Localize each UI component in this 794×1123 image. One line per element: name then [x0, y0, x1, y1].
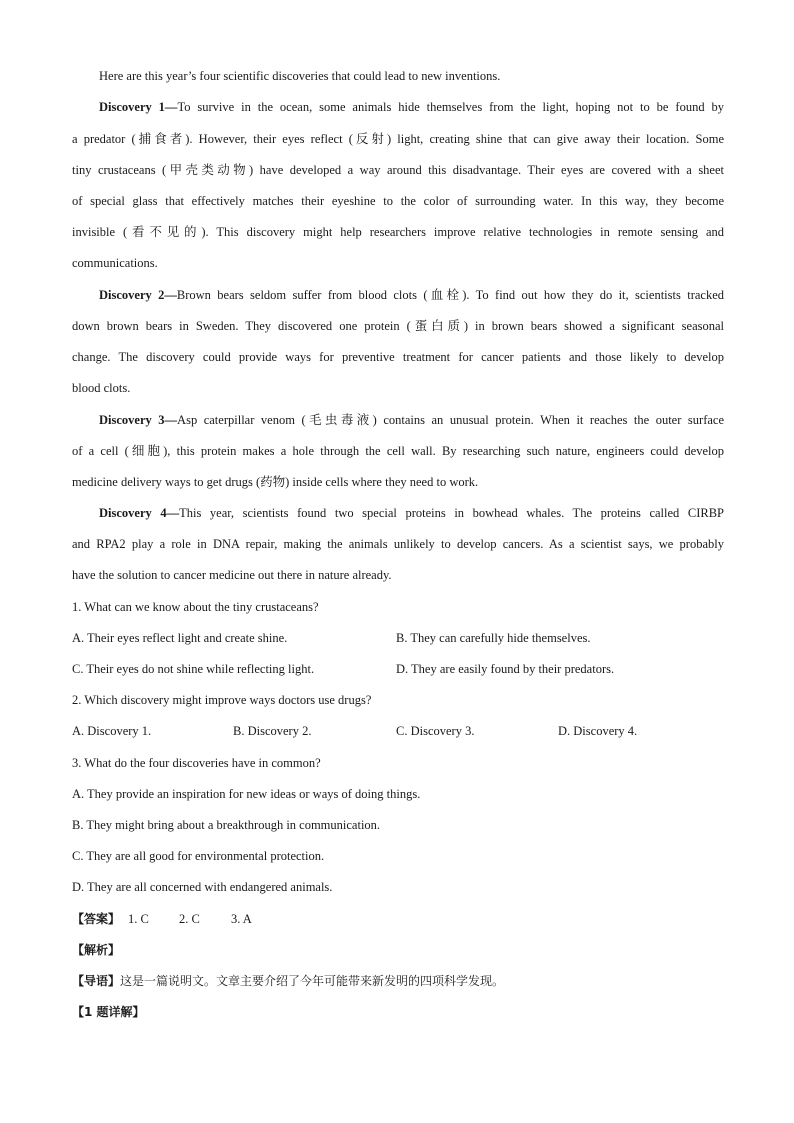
- discovery-3-line-3: medicine delivery ways to get drugs (药物) inside cells where they need to work.: [72, 475, 479, 489]
- discovery-1-line-6: communications.: [72, 256, 158, 270]
- question-1-option-a: A. Their eyes reflect light and create shine.: [72, 631, 288, 645]
- discovery-1-text-1: To survive in the ocean, some animals hide themselves from the light, hoping not to be found by: [177, 100, 724, 114]
- discovery-4-line-1: [99, 505, 724, 521]
- answer-label: [72, 911, 120, 927]
- question-2-option-a: A. Discovery 1.: [72, 724, 152, 738]
- analysis-label: 【解析】: [72, 943, 121, 957]
- guide-label: 【导语】: [72, 974, 121, 988]
- discovery-2-line-4: blood clots.: [72, 381, 131, 395]
- answer-3: 3. A: [231, 912, 252, 926]
- discovery-4-label: Discovery 4—: [99, 506, 180, 520]
- discovery-1-line-1: [99, 99, 724, 115]
- discovery-2-label: Discovery 2—: [99, 288, 177, 302]
- discovery-1-line-3: tiny crustaceans (甲壳类动物) have developed a way around this disadvantage. Their eyes are covered with a sheet: [72, 163, 724, 177]
- question-3-stem: 3. What do the four discoveries have in common?: [72, 756, 321, 770]
- answer-2: 2. C: [179, 912, 200, 926]
- question-2-option-c: C. Discovery 3.: [396, 724, 475, 738]
- discovery-3-text-1: Asp caterpillar venom (毛虫毒液) contains an unusual protein. When it reaches the outer surface: [177, 413, 725, 427]
- discovery-4-line-2: and RPA2 play a role in DNA repair, making the animals unlikely to develop cancers. As a scientist says, we probably: [72, 537, 724, 551]
- question-1-option-d: D. They are easily found by their predators.: [396, 662, 615, 676]
- discovery-2-line-2: down brown bears in Sweden. They discovered one protein (蛋白质) in brown bears showed a significant seasonal: [72, 319, 724, 333]
- discovery-1-line-4: of special glass that effectively matches their eyeshine to the color of surrounding water. In this way, they become: [72, 194, 724, 208]
- guide-line: [72, 973, 724, 989]
- answer-label-text: 【答案】: [72, 912, 121, 926]
- discovery-2-line-1: [99, 287, 724, 303]
- question-1-stem: 1. What can we know about the tiny crustaceans?: [72, 600, 319, 614]
- question-2-option-b: B. Discovery 2.: [233, 724, 312, 738]
- passage-intro: Here are this year’s four scientific discoveries that could lead to new inventions.: [99, 69, 501, 83]
- discovery-3-label: Discovery 3—: [99, 413, 178, 427]
- question-2-option-d: D. Discovery 4.: [558, 724, 638, 738]
- question-3-option-c: C. They are all good for environmental protection.: [72, 849, 325, 863]
- discovery-1-label: Discovery 1—: [99, 100, 178, 114]
- discovery-1-line-2: a predator (捕食者). However, their eyes reflect (反射) light, creating shine that can give away their location. Some: [72, 132, 724, 146]
- discovery-1-line-5: invisible (看不见的). This discovery might help researchers improve relative technologies in remote sensing and: [72, 225, 724, 239]
- question-2-stem: 2. Which discovery might improve ways doctors use drugs?: [72, 693, 372, 707]
- question-3-option-a: A. They provide an inspiration for new ideas or ways of doing things.: [72, 787, 421, 801]
- discovery-2-line-3: change. The discovery could provide ways for preventive treatment for cancer patients and those likely to develop: [72, 350, 724, 364]
- question-1-option-c: C. Their eyes do not shine while reflecting light.: [72, 662, 315, 676]
- question-3-option-d: D. They are all concerned with endangered animals.: [72, 880, 333, 894]
- question-1-option-b: B. They can carefully hide themselves.: [396, 631, 591, 645]
- detail-label: 【1 题详解】: [72, 1005, 145, 1019]
- discovery-2-text-1: Brown bears seldom suffer from blood clots (血栓). To find out how they do it, scientists tracked: [176, 288, 724, 302]
- guide-text: 这是一篇说明文。文章主要介绍了今年可能带来新发明的四项科学发现。: [120, 974, 505, 988]
- discovery-4-line-3: have the solution to cancer medicine out there in nature already.: [72, 568, 392, 582]
- discovery-3-line-1: [99, 412, 724, 428]
- answer-1: 1. C: [128, 912, 149, 926]
- discovery-3-line-2: of a cell (细胞), this protein makes a hole through the cell wall. By researching such nature, engineers could develop: [72, 444, 724, 458]
- question-3-option-b: B. They might bring about a breakthrough in communication.: [72, 818, 381, 832]
- discovery-4-text-1: This year, scientists found two special proteins in bowhead whales. The proteins called CIRBP: [179, 506, 725, 520]
